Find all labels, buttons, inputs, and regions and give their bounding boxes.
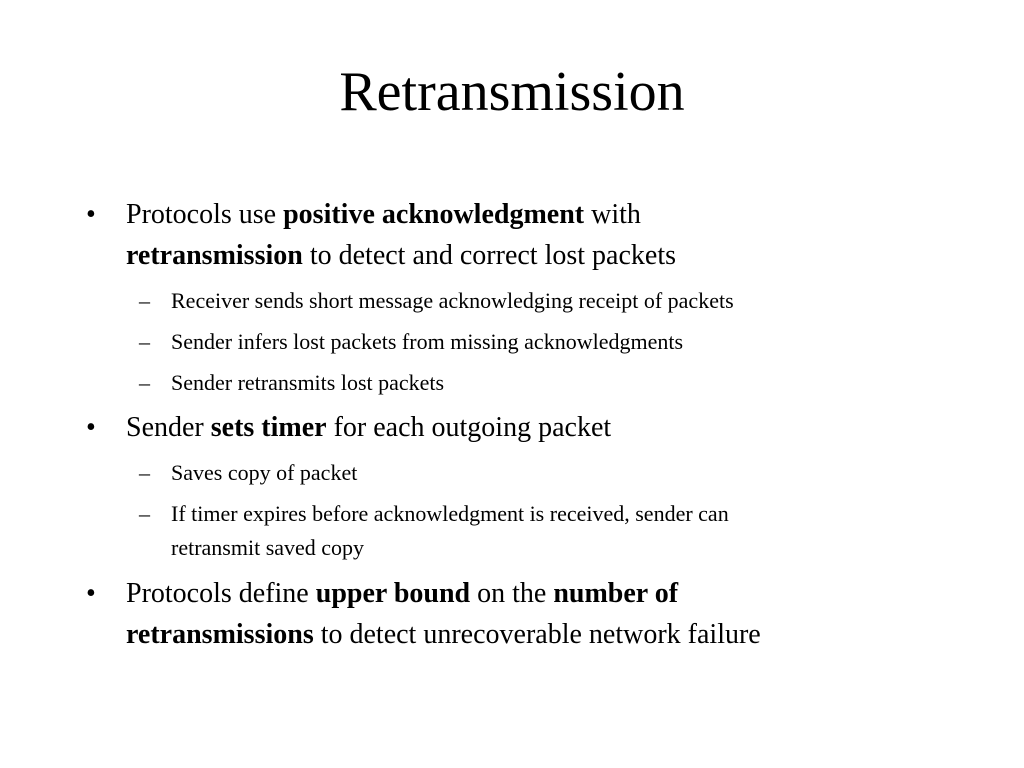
slide-title: Retransmission <box>339 61 685 123</box>
sub-bullet-text: Receiver sends short message acknowledging receipt of packets <box>171 288 734 313</box>
sub-bullet-text <box>171 497 931 565</box>
bold-term-number-of: number of <box>553 578 679 609</box>
bullet-text-segment: to detect and correct lost packets <box>302 240 677 271</box>
bold-term-retransmission: retransmission <box>126 240 303 271</box>
sub-bullet-line: If timer expires before acknowledgment is received, sender can <box>171 501 729 526</box>
sub-bullet-marker: – <box>139 370 150 395</box>
bold-term-positive-acknowledgment: positive acknowledgment <box>283 199 585 230</box>
sub-bullet-text: Sender retransmits lost packets <box>171 370 445 395</box>
bullet-text <box>126 194 946 276</box>
bold-term-retransmissions: retransmissions <box>126 619 314 650</box>
bullet-text-segment: with <box>584 199 641 230</box>
bullet-text-segment: Protocols define <box>126 578 316 609</box>
sub-bullet-text: Saves copy of packet <box>171 460 358 485</box>
sub-bullet-marker: – <box>139 460 150 485</box>
bullet-marker: • <box>86 199 96 230</box>
bullet-text-segment: on the <box>470 578 554 609</box>
bullet-text <box>126 573 946 655</box>
bullet-text-segment: Sender <box>126 412 211 443</box>
bullet-text <box>126 407 946 448</box>
sub-bullet-text: Sender infers lost packets from missing acknowledgments <box>171 329 684 354</box>
sub-bullet-marker: – <box>139 329 150 354</box>
bullet-marker: • <box>86 412 96 443</box>
bullet-text-segment: Protocols use <box>126 199 284 230</box>
sub-bullet-marker: – <box>139 501 150 526</box>
bullet-text-segment: to detect unrecoverable network failure <box>313 619 761 650</box>
bullet-marker: • <box>86 578 96 609</box>
bold-term-sets-timer: sets timer <box>210 412 327 443</box>
bold-term-upper-bound: upper bound <box>315 578 471 609</box>
sub-bullet-line: retransmit saved copy <box>171 535 365 560</box>
bullet-text-segment: for each outgoing packet <box>326 412 612 443</box>
sub-bullet-marker: – <box>139 288 150 313</box>
